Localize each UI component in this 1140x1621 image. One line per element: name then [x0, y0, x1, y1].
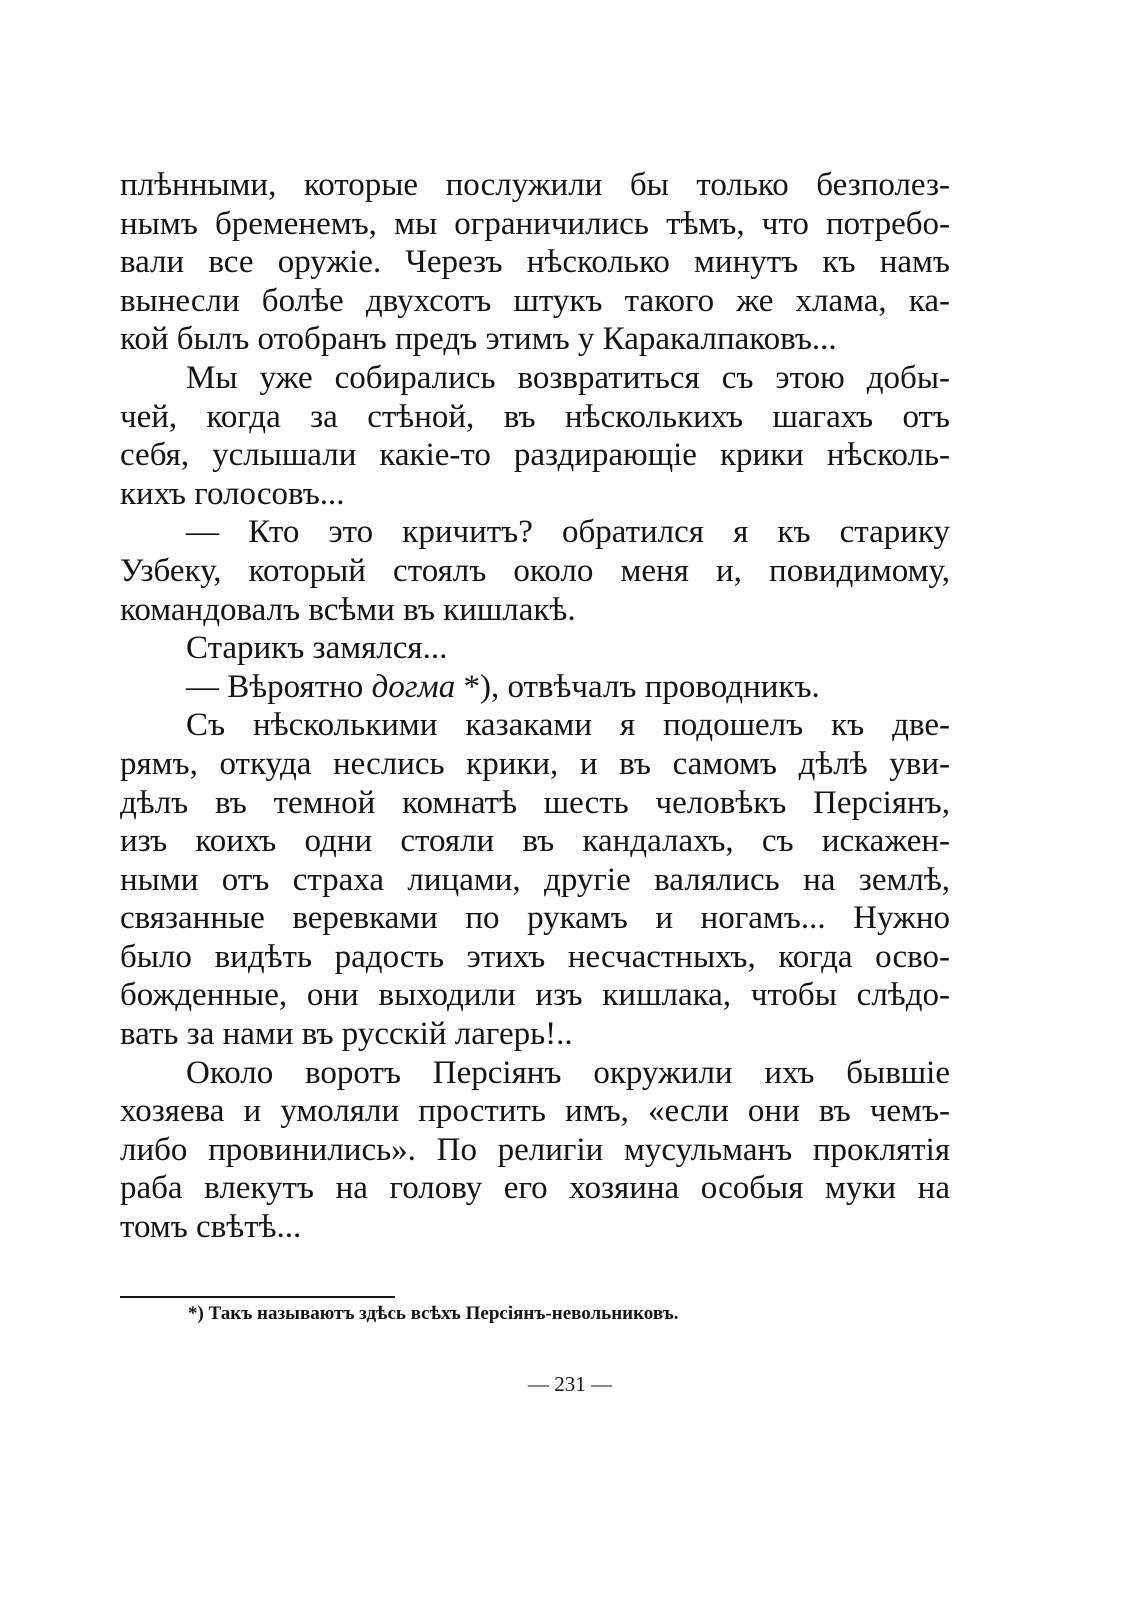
text-line: вали все оружіе. Черезъ нѣсколько минутъ къ намъ [120, 244, 950, 281]
footnote: *) Такъ называютъ здѣсь всѣхъ Персіянъ-невольниковъ. [188, 1303, 679, 1324]
text-line: связанные веревками по рукамъ и ногамъ... Нужно [120, 900, 950, 937]
text-line: себя, услышали какіе-то раздирающіе крики нѣсколь- [120, 437, 950, 474]
text-line: либо провинились». По религіи мусульманъ проклятія [120, 1131, 950, 1168]
text-line: Съ нѣсколькими казаками я подошелъ къ две- [186, 707, 950, 744]
text-line: рямъ, откуда неслись крики, и въ самомъ дѣлѣ уви- [120, 745, 950, 782]
text-line: нымъ бременемъ, мы ограничились тѣмъ, что потребо- [120, 205, 950, 242]
text-line: было видѣть радость этихъ несчастныхъ, когда осво- [120, 938, 950, 975]
italic-term: догма [371, 668, 456, 705]
text-fragment: — Вѣроятно [186, 668, 364, 705]
text-line [120, 668, 950, 707]
text-line: Около воротъ Персіянъ окружили ихъ бывшіе [186, 1054, 950, 1091]
text-line: кой былъ отобранъ предъ этимъ у Каракалпаковъ... [120, 321, 837, 358]
text-line: плѣнными, которые послужили бы только безполез- [120, 167, 950, 203]
text-line: командовалъ всѣми въ кишлакѣ. [120, 591, 576, 628]
text-line: хозяева и умоляли простить имъ, «если они въ чемъ- [120, 1093, 950, 1130]
text-line: Узбеку, который стоялъ около меня и, повидимому, [120, 552, 950, 589]
text-fragment: *), отвѣчалъ проводникъ. [455, 668, 820, 705]
text-line: томъ свѣтѣ... [120, 1209, 302, 1246]
text-line: Старикъ замялся... [186, 630, 448, 667]
footnote-divider [120, 1296, 395, 1298]
text-line: вынесли болѣе двухсотъ штукъ такого же хлама, ка- [120, 282, 950, 319]
text-line: чей, когда за стѣной, въ нѣсколькихъ шагахъ отъ [120, 398, 950, 435]
text-line: изъ коихъ одни стояли въ кандалахъ, съ искажен- [120, 823, 950, 860]
text-line: вать за нами въ русскій лагерь!.. [120, 1016, 573, 1053]
body-text [120, 166, 950, 1247]
text-line: раба влекутъ на голову его хозяина особыя муки на [120, 1170, 950, 1207]
text-line: ными отъ страха лицами, другіе валялись на землѣ, [120, 861, 950, 898]
page-number: — 231 — [528, 1372, 612, 1396]
text-line: кихъ голосовъ... [120, 475, 345, 512]
text-line: божденные, они выходили изъ кишлака, чтобы слѣдо- [120, 977, 950, 1014]
text-line: — Кто это кричитъ? обратился я къ старику [186, 514, 950, 551]
text-line: дѣлъ въ темной комнатѣ шесть человѣкъ Персіянъ, [120, 784, 950, 821]
text-line: Мы уже собирались возвратиться съ этою добы- [186, 359, 950, 396]
